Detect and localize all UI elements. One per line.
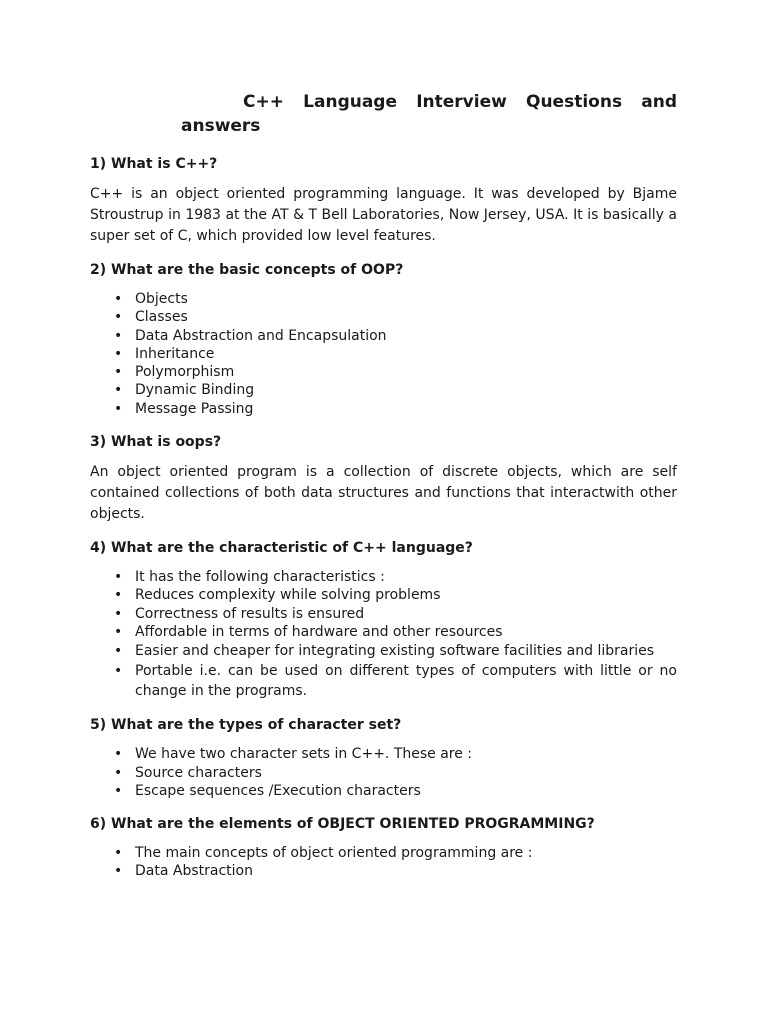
list-item: • Escape sequences /Execution characters [114,782,677,800]
list-item: • Classes [114,308,677,326]
list-item: • It has the following characteristics : [114,568,677,586]
list-item: • Data Abstraction and Encapsulation [114,327,677,345]
character-set-list [90,745,677,800]
question-2-heading: 2) What are the basic concepts of OOP? [90,262,404,278]
question-5-heading: 5) What are the types of character set? [90,717,402,734]
list-item: • Polymorphism [114,363,677,381]
characteristics-list [90,568,677,701]
oop-concepts-list [90,290,677,418]
question-6-heading: 6) What are the elements of OBJECT ORIENTED PROGRAMMING? [90,816,595,833]
list-item: • Objects [114,290,677,308]
title-line-1: C++ Language Interview Questions and [243,92,677,112]
answer-1-paragraph: C++ is an object oriented programming language. It was developed by Bjame Stroustrup in 1983 at the AT & T Bell Laboratories, Now Jersey, USA. It is basically a super set of C, which provided low level features. [90,186,677,244]
question-3-heading: 3) What is oops? [90,434,222,451]
answer-3-paragraph: An object oriented program is a collection of discrete objects, which are self contained collections of both data structures and functions that interactwith other objects. [90,464,677,523]
list-item: • Reduces complexity while solving problems [114,586,677,604]
list-item: • Affordable in terms of hardware and other resources [114,623,677,641]
list-item: • Easier and cheaper for integrating existing software facilities and libraries [114,641,677,661]
title-line-2: answers [181,116,261,136]
list-item: • Message Passing [114,400,677,418]
question-1-heading: 1) What is C++? [90,156,218,172]
list-item: • Source characters [114,764,677,782]
list-item: • We have two character sets in C++. These are : [114,745,677,763]
list-item: • Portable i.e. can be used on different types of computers with little or no change in the programs. [114,661,677,701]
document-title [90,90,677,138]
list-item: • Inheritance [114,345,677,363]
document-page [90,90,677,895]
question-4-heading: 4) What are the characteristic of C++ language? [90,540,473,557]
oop-elements-list [90,844,677,881]
list-item: • Correctness of results is ensured [114,605,677,623]
list-item: • Dynamic Binding [114,381,677,399]
list-item: • The main concepts of object oriented programming are : [114,844,677,862]
list-item: • Data Abstraction [114,862,677,880]
